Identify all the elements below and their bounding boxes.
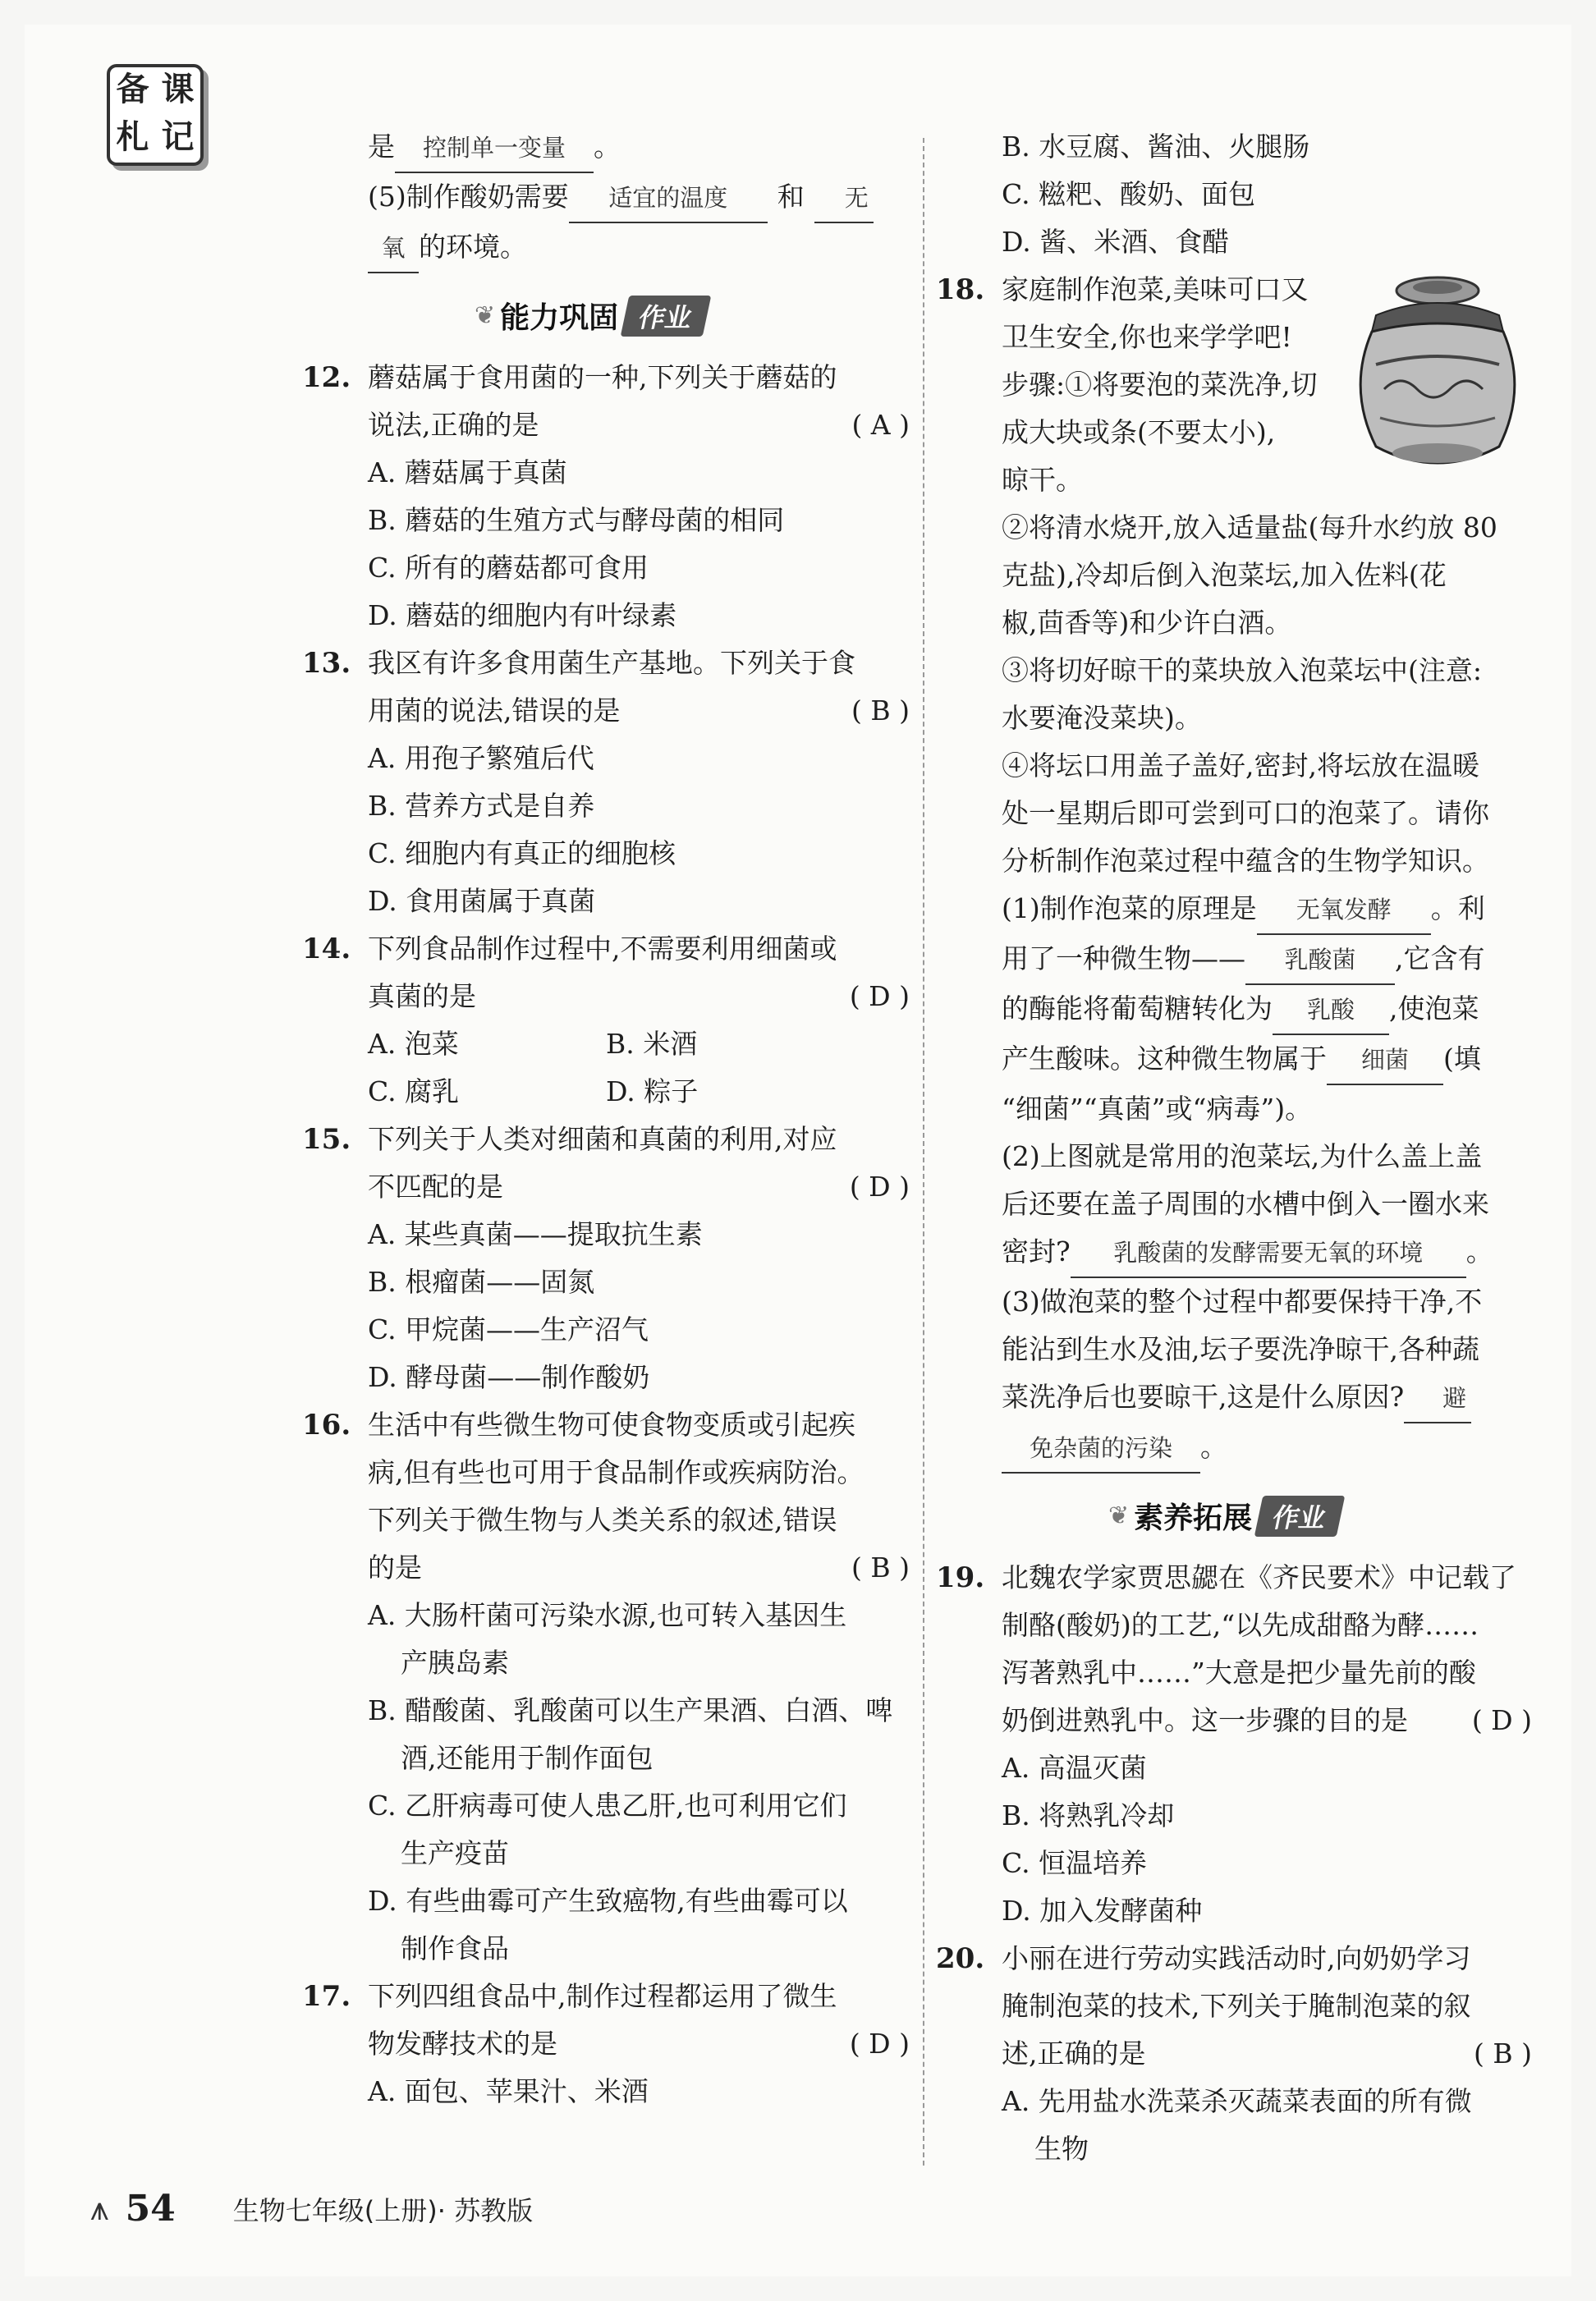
answer-blank: 无 [814, 174, 874, 223]
question-number: 13. [302, 647, 351, 680]
answer-blank: 乳酸菌 [1245, 936, 1395, 985]
option: B. 根瘤菌——固氮 [368, 1266, 595, 1298]
option-cont: 产胰岛素 [401, 1647, 509, 1679]
text: (1)制作泡菜的原理是 [1002, 892, 1257, 924]
question-text: 蘑菇属于食用菌的一种,下列关于蘑菇的 [368, 361, 837, 393]
option: C. 细胞内有真正的细胞核 [368, 837, 676, 869]
step-text: 处一星期后即可尝到可口的泡菜了。请你 [1002, 797, 1489, 829]
question-number: 15. [302, 1123, 351, 1156]
option: D. 酱、米酒、食醋 [1002, 226, 1230, 258]
text: 能沾到生水及油,坛子要洗净晾干,各种蔬 [1002, 1333, 1479, 1365]
option: A. 大肠杆菌可污染水源,也可转入基因生 [368, 1599, 847, 1631]
question-text: 物发酵技术的是 [368, 2028, 557, 2060]
answer-blank: 乳酸菌的发酵需要无氧的环境 [1071, 1229, 1466, 1278]
option: D. 粽子 [606, 1075, 699, 1107]
question-text: 不匹配的是 [368, 1171, 503, 1203]
option-cont: 生物 [1034, 2133, 1089, 2165]
answer-blank: 无氧发酵 [1257, 886, 1431, 935]
section-tag: 作业 [621, 296, 712, 337]
stamp-char: 备 [116, 70, 149, 108]
option: A. 高温灭菌 [1002, 1752, 1147, 1784]
question-text: 成大块或条(不要太小), [1002, 416, 1276, 448]
option-cont: 酒,还能用于制作面包 [401, 1742, 654, 1774]
option: B. 水豆腐、酱油、火腿肠 [1002, 131, 1310, 163]
question-text: 小丽在进行劳动实践活动时,向奶奶学习 [1002, 1942, 1471, 1974]
option: D. 酵母菌——制作酸奶 [368, 1361, 650, 1393]
question-text: 我区有许多食用菌生产基地。下列关于食 [368, 647, 855, 679]
question-text: 泻著熟乳中……”大意是把少量先前的酸 [1002, 1657, 1476, 1689]
option: C. 恒温培养 [1002, 1847, 1148, 1879]
question-number: 19. [936, 1561, 985, 1594]
option: B. 将熟乳冷却 [1002, 1799, 1175, 1831]
section-tag: 作业 [1254, 1496, 1346, 1537]
question-text: 真菌的是 [368, 980, 476, 1012]
question-text: 北魏农学家贾思勰在《齐民要术》中记载了 [1002, 1561, 1516, 1593]
text: 。 [1465, 1235, 1493, 1267]
question-18 [936, 266, 1532, 1474]
intro-line [310, 123, 910, 173]
option: D. 蘑菇的细胞内有叶绿素 [368, 599, 677, 631]
book-title: 生物七年级(上册)· 苏教版 [232, 2194, 534, 2226]
answer-mark: ( D ) [849, 980, 910, 1012]
answer-mark: ( D ) [849, 2028, 910, 2060]
option: B. 蘑菇的生殖方式与酵母菌的相同 [368, 504, 785, 536]
answer-blank: 控制单一变量 [395, 124, 594, 173]
option: D. 食用菌属于真菌 [368, 885, 596, 917]
option: C. 所有的蘑菇都可食用 [368, 552, 649, 584]
question-text: 述,正确的是 [1002, 2037, 1146, 2070]
text: ,使泡菜 [1389, 992, 1479, 1024]
question-text: 奶倒进熟乳中。这一步骤的目的是 [1002, 1704, 1408, 1736]
question-number: 12. [302, 361, 351, 394]
question-number: 17. [302, 1980, 351, 2013]
step-text: ④将坛口用盖子盖好,密封,将坛放在温暖 [1002, 749, 1479, 782]
question-number: 20. [936, 1942, 985, 1975]
answer-mark: ( D ) [1471, 1704, 1532, 1736]
answer-mark: ( B ) [851, 1552, 910, 1584]
step-text: 克盐),冷却后倒入泡菜坛,加入佐料(花 [1002, 559, 1447, 591]
text: 后还要在盖子周围的水槽中倒入一圈水来 [1002, 1188, 1489, 1220]
question-19 [936, 1554, 1532, 1935]
question-12 [302, 354, 910, 639]
intro-line [310, 223, 910, 273]
text: 菜洗净后也要晾干,这是什么原因? [1002, 1381, 1405, 1413]
option: A. 用孢子繁殖后代 [368, 742, 594, 774]
question-text: 的是 [368, 1552, 422, 1584]
step-text: ③将切好晾干的菜块放入泡菜坛中(注意: [1002, 654, 1482, 686]
text: 密封? [1002, 1235, 1071, 1267]
lesson-notes-stamp [107, 64, 204, 166]
question-text: 下列关于人类对细菌和真菌的利用,对应 [368, 1123, 837, 1155]
question-17-continued [944, 123, 1532, 266]
text: 的环境。 [419, 231, 527, 263]
option: A. 先用盐水洗菜杀灭蔬菜表面的所有微 [1002, 2085, 1472, 2117]
answer-mark: ( B ) [1474, 2037, 1532, 2070]
option-cont: 生产疫苗 [401, 1837, 509, 1869]
question-text: 说法,正确的是 [368, 409, 539, 441]
page-footer [90, 2188, 533, 2230]
answer-mark: ( B ) [851, 694, 910, 727]
text: 。利 [1430, 892, 1485, 924]
question-20 [936, 1935, 1532, 2173]
question-text: 病,但有些也可用于食品制作或疾病防治。 [368, 1456, 864, 1488]
text: (2)上图就是常用的泡菜坛,为什么盖上盖 [1002, 1140, 1483, 1172]
text: “细菌”“真菌”或“病毒”)。 [1002, 1093, 1313, 1125]
bird-icon: ⩚ [90, 2189, 109, 2228]
option: B. 营养方式是自养 [368, 790, 595, 822]
step-text: 水要淹没菜块)。 [1002, 702, 1202, 734]
option: A. 泡菜 [368, 1028, 459, 1060]
answer-blank: 免杂菌的污染 [1002, 1424, 1200, 1474]
text: 是 [368, 131, 395, 163]
answer-blank: 细菌 [1327, 1036, 1443, 1085]
intro-line [310, 173, 910, 223]
question-text: 下列四组食品中,制作过程都运用了微生 [368, 1980, 837, 2012]
question-text: 生活中有些微生物可使食物变质或引起疾 [368, 1409, 855, 1441]
question-text: 下列关于微生物与人类关系的叙述,错误 [368, 1504, 837, 1536]
option-cont: 制作食品 [401, 1932, 509, 1964]
option: B. 醋酸菌、乳酸菌可以生产果酒、白酒、啤 [368, 1694, 893, 1726]
stamp-char: 课 [161, 70, 195, 108]
pickle-jar-illustration [1343, 266, 1532, 479]
page-number: 54 [125, 2188, 176, 2230]
left-column [302, 123, 910, 2115]
text: 产生酸味。这种微生物属于 [1002, 1043, 1327, 1075]
text: (填 [1443, 1043, 1481, 1075]
question-number: 18. [936, 273, 985, 306]
question-17 [302, 1973, 910, 2115]
answer-blank: 氧 [368, 224, 419, 273]
section-title: 素养拓展 [1134, 1501, 1253, 1535]
text: 用了一种微生物—— [1002, 942, 1245, 974]
leaf-icon: ❦ [1108, 1501, 1130, 1530]
question-14 [302, 925, 910, 1116]
question-text: 晾干。 [1002, 464, 1083, 496]
option: D. 有些曲霉可产生致癌物,有些曲霉可以 [368, 1885, 848, 1917]
text: 。 [594, 131, 621, 163]
stamp-char: 札 [116, 117, 149, 156]
answer-mark: ( A ) [851, 409, 910, 441]
step-text: ②将清水烧开,放入适量盐(每升水约放 80 [1002, 511, 1497, 543]
stamp-char: 记 [161, 117, 195, 156]
option: A. 面包、苹果汁、米酒 [368, 2075, 649, 2107]
option: B. 米酒 [606, 1028, 698, 1060]
section-heading-ability [310, 288, 910, 346]
right-column [936, 123, 1532, 2173]
answer-blank: 避 [1404, 1374, 1471, 1423]
option: C. 乙肝病毒可使人患乙肝,也可利用它们 [368, 1790, 847, 1822]
text: 的酶能将葡萄糖转化为 [1002, 992, 1273, 1024]
step-text: 椒,茴香等)和少许白酒。 [1002, 607, 1292, 639]
text: ,它含有 [1395, 942, 1485, 974]
text: 。 [1200, 1431, 1227, 1463]
answer-mark: ( D ) [849, 1171, 910, 1203]
question-number: 14. [302, 933, 351, 965]
question-16 [302, 1401, 910, 1973]
question-text: 腌制泡菜的技术,下列关于腌制泡菜的叙 [1002, 1990, 1471, 2022]
option: C. 腐乳 [368, 1075, 460, 1107]
leaf-icon: ❦ [475, 301, 496, 330]
question-13 [302, 639, 910, 925]
section-title: 能力巩固 [500, 301, 619, 335]
text: (3)做泡菜的整个过程中都要保持干净,不 [1002, 1286, 1483, 1318]
step-text: 分析制作泡菜过程中蕴含的生物学知识。 [1002, 845, 1489, 877]
option: A. 蘑菇属于真菌 [368, 456, 567, 488]
text: (5)制作酸奶需要 [368, 181, 569, 213]
option: C. 甲烷菌——生产沼气 [368, 1313, 649, 1345]
question-text: 卫生安全,你也来学学吧! [1002, 321, 1292, 353]
column-divider [923, 138, 924, 2166]
section-heading-literacy [944, 1488, 1532, 1546]
question-number: 16. [302, 1409, 351, 1442]
question-text: 制酪(酸奶)的工艺,“以先成甜酪为酵…… [1002, 1609, 1479, 1641]
answer-blank: 乳酸 [1273, 986, 1389, 1035]
question-15 [302, 1116, 910, 1401]
text: 和 [777, 181, 805, 213]
answer-blank: 适宜的温度 [569, 174, 768, 223]
question-text: 下列食品制作过程中,不需要利用细菌或 [368, 933, 837, 965]
question-text: 家庭制作泡菜,美味可口又 [1002, 273, 1309, 305]
option: C. 糍粑、酸奶、面包 [1002, 178, 1256, 210]
option: A. 某些真菌——提取抗生素 [368, 1218, 703, 1250]
option: D. 加入发酵菌种 [1002, 1895, 1203, 1927]
question-text: 用菌的说法,错误的是 [368, 694, 621, 727]
question-text: 步骤:①将要泡的菜洗净,切 [1002, 369, 1318, 401]
